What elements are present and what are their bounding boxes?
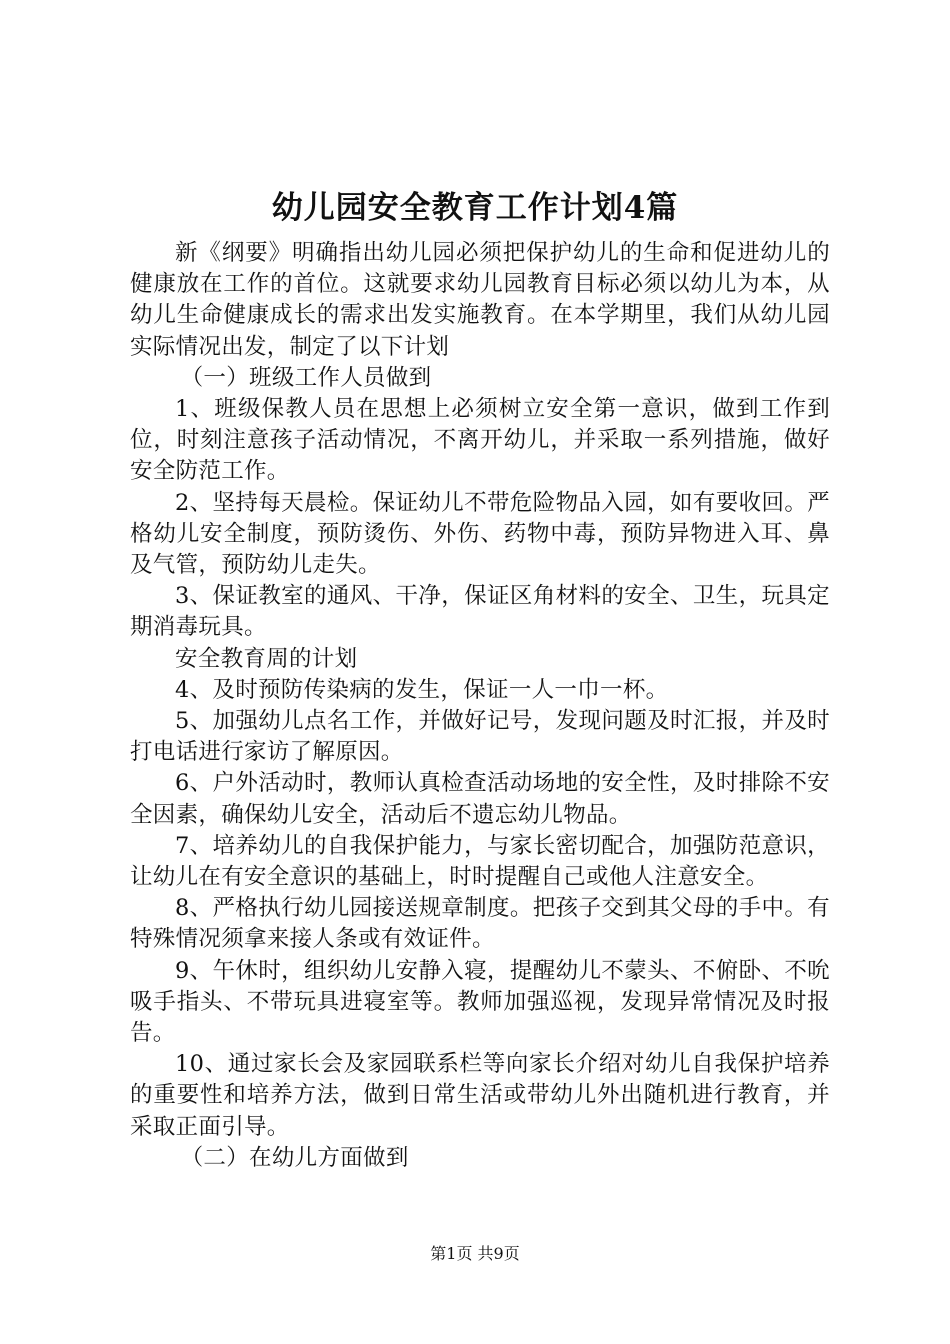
paragraph-intro: 新《纲要》明确指出幼儿园必须把保护幼儿的生命和促进幼儿的健康放在工作的首位。这就要求幼儿园教育目标必须以幼儿为本，从幼儿生命健康成长的需求出发实施教育。在本学期里，我们从幼儿园实际情况出发，制定了以下计划: [130, 240, 830, 360]
list-item: 9、午休时，组织幼儿安静入寝，提醒幼儿不蒙头、不俯卧、不吮吸手指头、不带玩具进寝室等。教师加强巡视，发现异常情况及时报告。: [130, 957, 830, 1047]
list-item: 4、及时预防传染病的发生，保证一人一巾一杯。: [175, 676, 669, 703]
list-item: 5、加强幼儿点名工作，并做好记号，发现问题及时汇报，并及时打电话进行家访了解原因。: [130, 708, 830, 766]
document-body: [130, 238, 830, 1174]
list-item: 8、严格执行幼儿园接送规章制度。把孩子交到其父母的手中。有特殊情况须拿来接人条或有效证件。: [130, 895, 830, 953]
list-item: 1、班级保教人员在思想上必须树立安全第一意识，做到工作到位，时刻注意孩子活动情况，不离开幼儿，并采取一系列措施，做好安全防范工作。: [130, 396, 830, 485]
list-item: 2、坚持每天晨检。保证幼儿不带危险物品入园，如有要收回。严格幼儿安全制度，预防烫伤、外伤、药物中毒，预防异物进入耳、鼻及气管，预防幼儿走失。: [130, 489, 830, 579]
list-item: 7、培养幼儿的自我保护能力，与家长密切配合，加强防范意识，让幼儿在有安全意识的基础上，时时提醒自己或他人注意安全。: [130, 832, 830, 891]
list-item: 3、保证教室的通风、干净，保证区角材料的安全、卫生，玩具定期消毒玩具。: [130, 583, 830, 641]
page-footer: 第1页 共9页: [430, 1244, 520, 1263]
section-heading-staff: （一）班级工作人员做到: [180, 364, 432, 391]
document-title: 幼儿园安全教育工作计划4篇: [271, 190, 679, 226]
list-item: 6、户外活动时，教师认真检查活动场地的安全性，及时排除不安全因素，确保幼儿安全，活动后不遗忘幼儿物品。: [130, 770, 830, 828]
paragraph-note: 安全教育周的计划: [175, 645, 358, 672]
list-item: 10、通过家长会及家园联系栏等向家长介绍对幼儿自我保护培养的重要性和培养方法，做到日常生活或带幼儿外出随机进行教育，并采取正面引导。: [130, 1051, 830, 1140]
section-heading-children: （二）在幼儿方面做到: [180, 1144, 409, 1171]
